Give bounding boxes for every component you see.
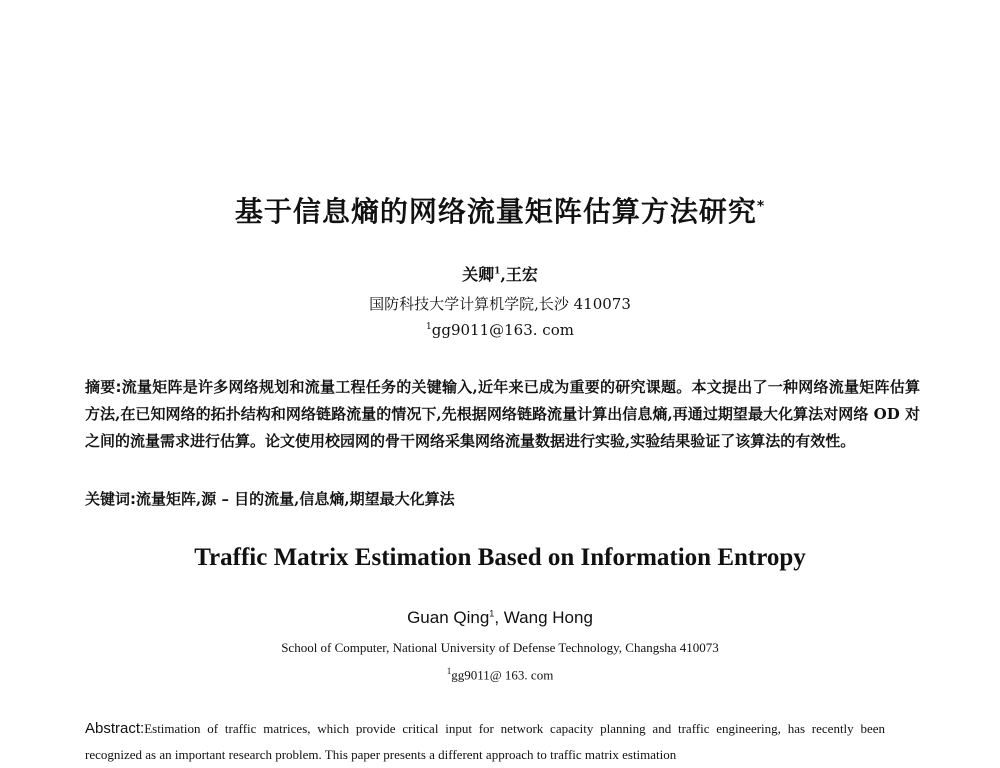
- english-authors: [0, 608, 1000, 628]
- english-abstract: [85, 716, 885, 768]
- chinese-email: [0, 321, 1000, 339]
- english-author-1: Guan Qing: [407, 608, 490, 627]
- english-abstract-text: Estimation of traffic matrices, which provide critical input for network capacity planning and traffic engineering, has recently been recognized as an important research problem. This paper presents a different approach to traffic matrix estimation: [85, 721, 885, 762]
- title-footnote-mark: *: [756, 198, 766, 215]
- chinese-affiliation: 国防科技大学计算机学院,长沙 410073: [369, 295, 631, 313]
- english-author-2: Wang Hong: [503, 608, 593, 627]
- chinese-author-2: 王宏: [505, 265, 538, 284]
- chinese-title-text: 基于信息熵的网络流量矩阵估算方法研究: [234, 195, 757, 228]
- chinese-abstract-text: 流量矩阵是许多网络规划和流量工程任务的关键输入,近年来已成为重要的研究课题。本文提出了一种网络流量矩阵估算方法,在已知网络的拓扑结构和网络链路流量的情况下,先根据网络链路流量计算出信息熵,再通过期望最大化算法对网络 OD 对之间的流量需求进行估算。论文使用校园网的骨干网络采集网络流量数据进行实验,实验结果验证了该算法的有效性。: [85, 378, 920, 450]
- english-email-text: gg9011@ 163. com: [451, 667, 554, 683]
- chinese-keywords: [85, 488, 920, 509]
- english-email: [0, 666, 1000, 683]
- chinese-abstract-label: 摘要:: [85, 378, 122, 396]
- author-separator: ,: [500, 265, 506, 284]
- english-title: Traffic Matrix Estimation Based on Information Entropy: [194, 544, 806, 571]
- english-author-separator: ,: [494, 608, 504, 627]
- english-email-sup: 1: [446, 666, 452, 676]
- english-abstract-label: Abstract:: [85, 720, 145, 737]
- english-author-1-sup: 1: [489, 608, 495, 619]
- chinese-email-text: gg9011@163. com: [431, 321, 574, 339]
- chinese-abstract: [85, 374, 920, 455]
- chinese-authors: [0, 262, 1000, 285]
- email-sup: 1: [426, 322, 432, 332]
- chinese-keywords-label: 关键词:: [85, 490, 136, 508]
- chinese-title: [0, 190, 1000, 230]
- chinese-author-1: 关卿: [462, 265, 495, 284]
- author-1-sup: 1: [494, 266, 501, 277]
- english-affiliation: School of Computer, National University of Defense Technology, Changsha 410073: [281, 640, 719, 655]
- chinese-keywords-text: 流量矩阵,源 – 目的流量,信息熵,期望最大化算法: [136, 490, 455, 508]
